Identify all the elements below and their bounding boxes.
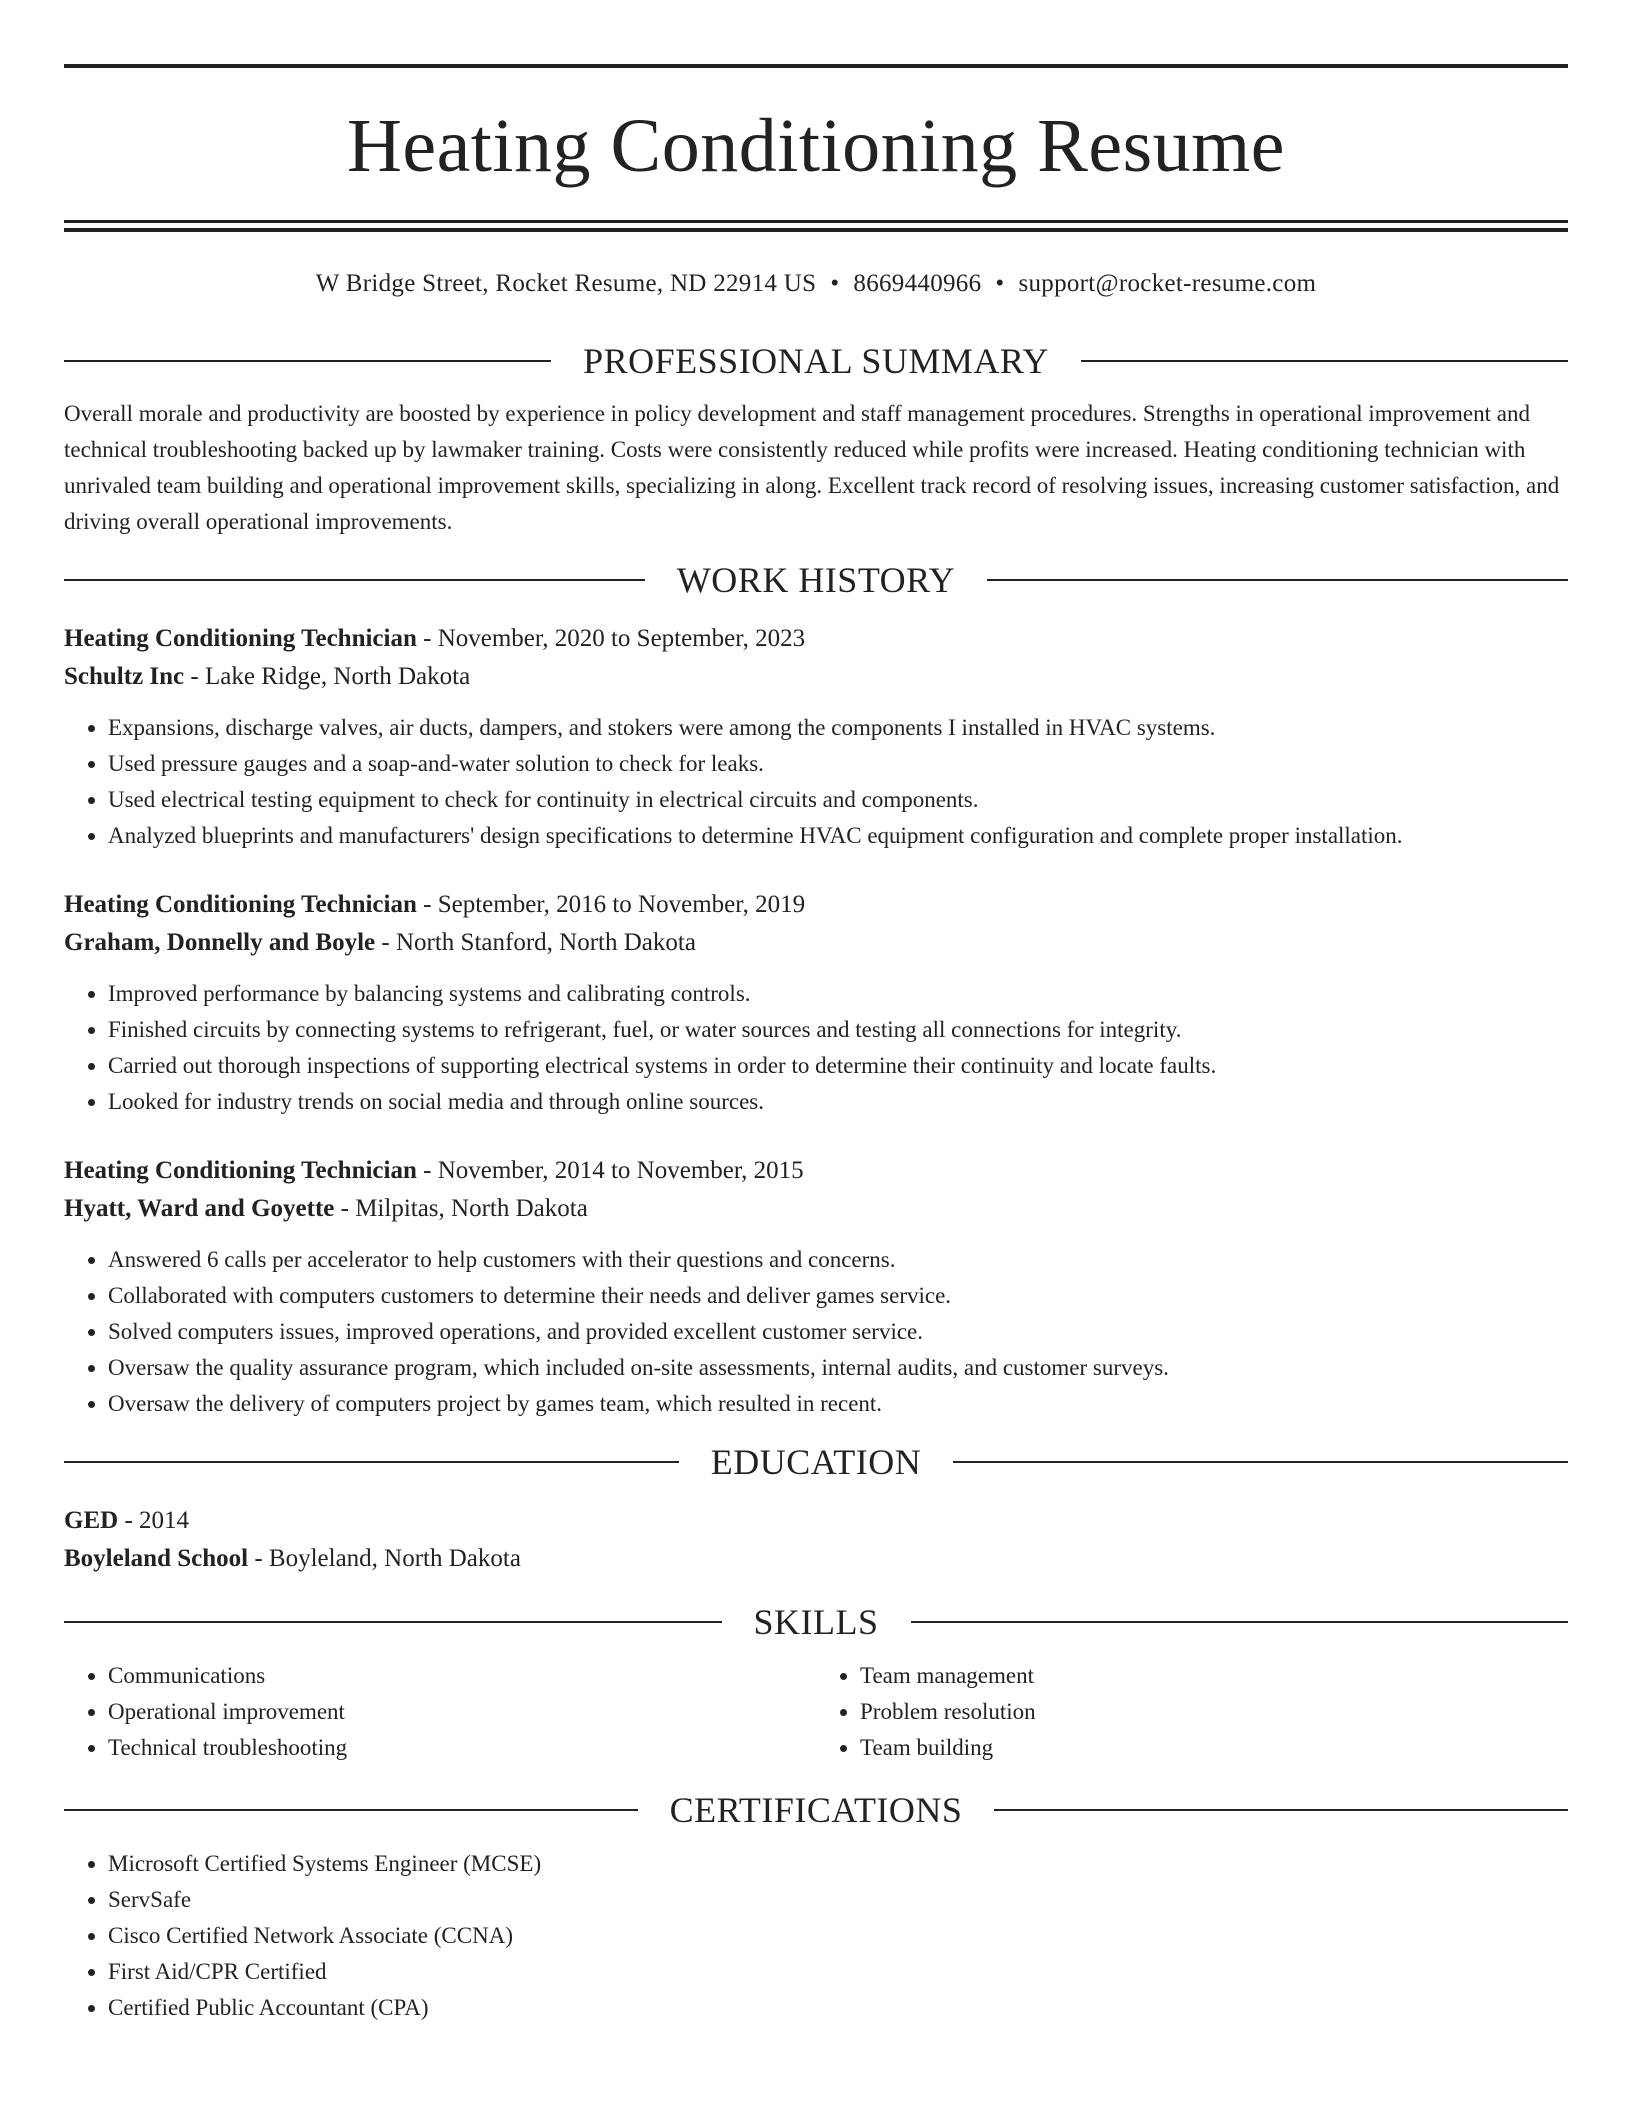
section-header-education (64, 1440, 1568, 1484)
list-item: • ServSafe (108, 1882, 1568, 1918)
job-title: Heating Conditioning Technician (64, 891, 417, 918)
section-rule-left (64, 1461, 679, 1463)
list-item: • Used pressure gauges and a soap-and-water solution to check for leaks. (108, 746, 1568, 782)
list-item: • Technical troubleshooting (108, 1730, 816, 1766)
job-company-line (64, 924, 1568, 962)
section-rule-right (911, 1621, 1569, 1623)
list-item: • Improved performance by balancing systems and calibrating controls. (108, 976, 1568, 1012)
job-title-line (64, 886, 1568, 924)
list-item: • Certified Public Accountant (CPA) (108, 1990, 1568, 2026)
education-location: - Boyleland, North Dakota (248, 1545, 521, 1572)
list-item: • Finished circuits by connecting systems to refrigerant, fuel, or water sources and testing all connections for integrity. (108, 1012, 1568, 1048)
list-item: • Analyzed blueprints and manufacturers' design specifications to determine HVAC equipment configuration and complete proper installation. (108, 818, 1568, 854)
job-location: - Lake Ridge, North Dakota (184, 663, 471, 690)
section-title-education: EDUCATION (710, 1442, 922, 1482)
job-bullets (64, 1242, 1568, 1422)
job-company: Hyatt, Ward and Goyette (64, 1195, 335, 1222)
section-title-work: WORK HISTORY (676, 560, 956, 600)
list-item: • Solved computers issues, improved operations, and provided excellent customer service. (108, 1314, 1568, 1350)
skills-column-left (64, 1658, 816, 1766)
list-item: • Operational improvement (108, 1694, 816, 1730)
summary-text: Overall morale and productivity are boosted by experience in policy development and staff management procedures. Strengths in operational improvement and technical troubleshooting backed up by lawmaker training. Costs were consistently reduced while profits were increased. Heating conditioning technician with unrivaled team building and operational improvement skills, specializing in along. Excellent track record of resolving issues, increasing customer satisfaction, and driving overall operational improvements. (64, 401, 1560, 534)
section-rule-right (994, 1809, 1568, 1811)
contact-address: W Bridge Street, Rocket Resume, ND 22914 US (315, 270, 817, 297)
job-entry (64, 1152, 1568, 1422)
top-rule (64, 64, 1568, 68)
certifications-list (64, 1846, 1568, 2026)
section-rule-right (987, 579, 1568, 581)
job-company: Graham, Donnelly and Boyle (64, 929, 376, 956)
section-rule-right (1081, 360, 1568, 362)
job-company: Schultz Inc (64, 663, 185, 690)
job-dates: - September, 2016 to November, 2019 (416, 891, 806, 918)
list-item: • Microsoft Certified Systems Engineer (MCSE) (108, 1846, 1568, 1882)
section-header-certifications (64, 1788, 1568, 1832)
list-item: • Team management (860, 1658, 1568, 1694)
job-title: Heating Conditioning Technician (64, 625, 417, 652)
job-dates: - November, 2020 to September, 2023 (416, 625, 806, 652)
title-double-rule (64, 220, 1568, 232)
job-dates: - November, 2014 to November, 2015 (416, 1157, 804, 1184)
job-bullets (64, 976, 1568, 1120)
section-rule-left (64, 1809, 638, 1811)
section-title-summary: PROFESSIONAL SUMMARY (583, 341, 1049, 381)
list-item: • Expansions, discharge valves, air ducts, dampers, and stokers were among the components I installed in HVAC systems. (108, 710, 1568, 746)
section-rule-left (64, 1621, 722, 1623)
skills-grid (64, 1658, 1568, 1766)
list-item: • Looked for industry trends on social media and through online sources. (108, 1084, 1568, 1120)
education-entry (64, 1502, 1568, 1578)
job-title-line (64, 1152, 1568, 1190)
section-header-summary (64, 339, 1568, 383)
contact-separator: • (995, 270, 1005, 297)
job-entry (64, 886, 1568, 1120)
job-company-line (64, 1190, 1568, 1228)
list-item: • Collaborated with computers customers to determine their needs and deliver games service. (108, 1278, 1568, 1314)
job-title-line (64, 620, 1568, 658)
section-rule-right (953, 1461, 1568, 1463)
job-company-line (64, 658, 1568, 696)
job-entry (64, 620, 1568, 854)
section-header-work (64, 558, 1568, 602)
list-item: • Answered 6 calls per accelerator to help customers with their questions and concerns. (108, 1242, 1568, 1278)
resume-title: Heating Conditioning Resume (346, 104, 1286, 188)
education-year: - 2014 (118, 1507, 190, 1534)
job-title: Heating Conditioning Technician (64, 1157, 417, 1184)
section-title-skills: SKILLS (753, 1602, 879, 1642)
education-school-line (64, 1540, 1568, 1578)
list-item: • Team building (860, 1730, 1568, 1766)
education-degree: GED (64, 1507, 119, 1534)
list-item: • Oversaw the delivery of computers project by games team, which resulted in recent. (108, 1386, 1568, 1422)
skills-column-right (816, 1658, 1568, 1766)
list-item: • Communications (108, 1658, 816, 1694)
list-item: • Used electrical testing equipment to check for continuity in electrical circuits and components. (108, 782, 1568, 818)
section-title-certifications: CERTIFICATIONS (669, 1790, 963, 1830)
contact-separator: • (830, 270, 840, 297)
list-item: • Oversaw the quality assurance program, which included on-site assessments, internal audits, and customer surveys. (108, 1350, 1568, 1386)
contact-email[interactable]: support@rocket-resume.com (1018, 270, 1317, 297)
section-rule-left (64, 579, 645, 581)
contact-line (64, 269, 1568, 299)
list-item: • Cisco Certified Network Associate (CCNA) (108, 1918, 1568, 1954)
list-item: • First Aid/CPR Certified (108, 1954, 1568, 1990)
education-school: Boyleland School (64, 1545, 249, 1572)
job-bullets (64, 710, 1568, 854)
job-location: - North Stanford, North Dakota (375, 929, 696, 956)
job-location: - Milpitas, North Dakota (334, 1195, 588, 1222)
education-degree-line (64, 1502, 1568, 1540)
list-item: • Carried out thorough inspections of supporting electrical systems in order to determine their continuity and locate faults. (108, 1048, 1568, 1084)
section-rule-left (64, 360, 551, 362)
contact-phone: 8669440966 (853, 270, 982, 297)
section-header-skills (64, 1600, 1568, 1644)
list-item: • Problem resolution (860, 1694, 1568, 1730)
